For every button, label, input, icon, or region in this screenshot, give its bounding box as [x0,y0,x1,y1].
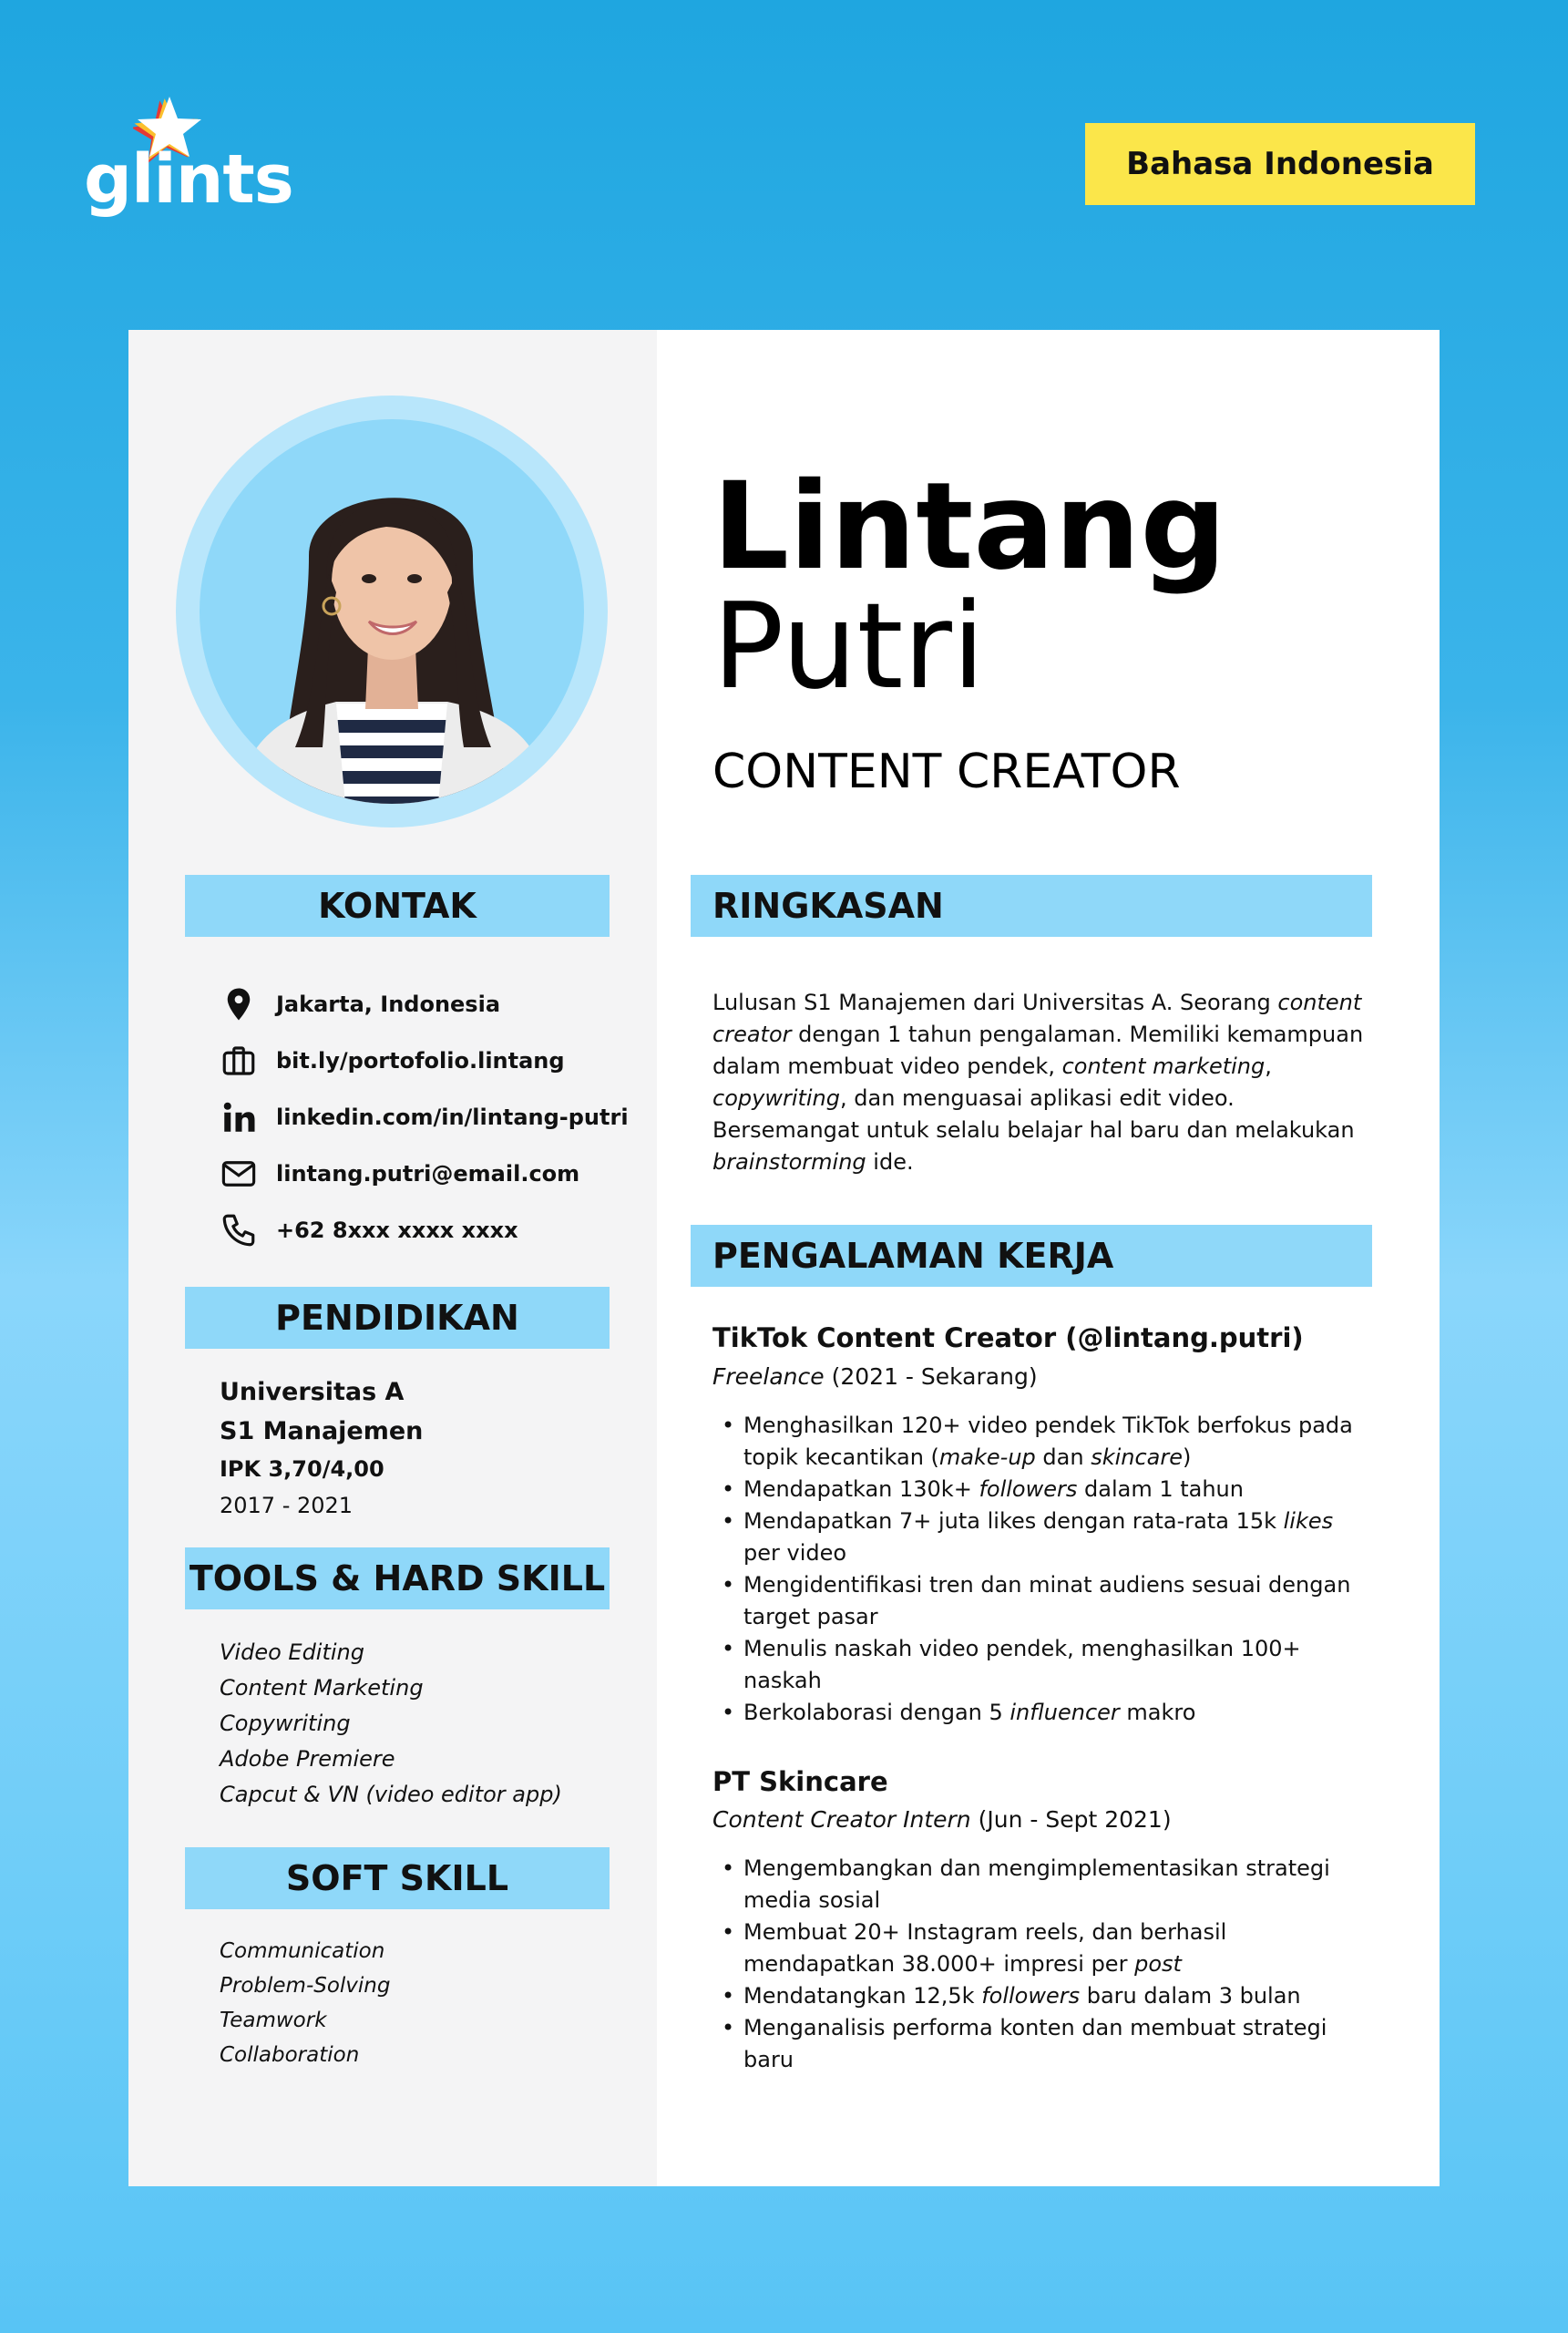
bullet-text: per video [743,1540,847,1566]
bullet-text: Membuat 20+ Instagram reels, dan berhasil mendapatkan 38.000+ impresi per [743,1919,1227,1977]
contact-phone[interactable] [220,1210,518,1250]
bullet-text: Menganalisis performa konten dan membuat strategi baru [743,2015,1327,2072]
soft-skill-heading: SOFT SKILL [185,1847,610,1909]
job-role: CONTENT CREATOR [712,745,1181,799]
last-name: Putri [712,577,986,715]
contact-linkedin[interactable] [220,1097,629,1137]
tool-item: Copywriting [220,1711,351,1736]
bullet-text: dalam 1 tahun [1077,1476,1244,1502]
job-2-bullets [712,1853,1368,2076]
bullet-text: baru dalam 3 bulan [1080,1983,1301,2009]
bullet-item [712,1633,1368,1697]
bullet-text: ) [1183,1444,1192,1470]
glints-logo [84,91,293,228]
contact-email[interactable] [220,1154,579,1194]
education-degree: S1 Manajemen [220,1417,424,1445]
contact-linkedin-text[interactable]: linkedin.com/in/lintang-putri [276,1105,629,1130]
education-gpa: IPK 3,70/4,00 [220,1456,384,1482]
bullet-text: Mendapatkan 130k+ [743,1476,979,1502]
tool-item: Capcut & VN (video editor app) [220,1782,562,1807]
bullet-text-em: make-up [938,1444,1036,1470]
bullet-text: Berkolaborasi dengan 5 [743,1700,1010,1725]
bullet-item [712,1980,1368,2012]
location-pin-icon [220,985,258,1023]
job-1-title: TikTok Content Creator (@lintang.putri) [712,1322,1304,1353]
linkedin-icon [220,1098,258,1136]
job-1-subtitle [712,1363,1038,1390]
contact-phone-text[interactable]: +62 8xxx xxxx xxxx [276,1218,518,1243]
summary-part: ide. [866,1149,914,1175]
mail-icon [220,1155,258,1193]
tool-item: Video Editing [220,1639,364,1665]
tools-heading: TOOLS & HARD SKILL [185,1547,610,1609]
bullet-text-em: influencer [1009,1700,1120,1725]
summary-text [712,987,1368,1178]
experience-heading: PENGALAMAN KERJA [691,1225,1372,1287]
person-illustration [200,419,584,804]
summary-part: , [1265,1053,1272,1079]
bullet-item [712,1697,1368,1729]
logo-text: glints [84,140,293,219]
soft-skill-item: Collaboration [220,2043,360,2067]
summary-part: , dan menguasai aplikasi edit video. Bersemangat untuk selalu belajar hal baru dan melakukan [712,1085,1355,1143]
bullet-text: dan [1035,1444,1091,1470]
bullet-text: Mendapatkan 7+ juta likes dengan rata-rata 15k [743,1508,1284,1534]
first-name: Lintang [712,457,1226,597]
job-2-title: PT Skincare [712,1766,888,1797]
bullet-text: Menulis naskah video pendek, menghasilkan 100+ naskah [743,1636,1301,1693]
bullet-item [712,1506,1368,1569]
job-2-subtitle [712,1806,1172,1833]
summary-part-em: content marketing [1061,1053,1266,1079]
bullet-text: Mendatangkan 12,5k [743,1983,982,2009]
contact-email-text[interactable]: lintang.putri@email.com [276,1161,580,1187]
soft-skill-item: Communication [220,1939,385,1963]
education-years: 2017 - 2021 [220,1493,354,1518]
bullet-text-em: likes [1283,1508,1334,1534]
bullet-text-em: skincare [1091,1444,1184,1470]
contact-location-text: Jakarta, Indonesia [276,992,501,1017]
bullet-item [712,1410,1368,1474]
education-heading: PENDIDIKAN [185,1287,610,1349]
phone-icon [220,1211,258,1249]
contact-location [220,984,500,1024]
job-2-type: Content Creator Intern [712,1806,971,1833]
job-1-period: (2021 - Sekarang) [824,1363,1038,1390]
job-2-period: (Jun - Sept 2021) [970,1806,1172,1833]
tool-item: Content Marketing [220,1675,424,1701]
summary-heading: RINGKASAN [691,875,1372,937]
bullet-text-em: followers [979,1476,1078,1502]
soft-skill-item: Teamwork [220,2009,327,2032]
bullet-item [712,2012,1368,2076]
profile-photo-frame [176,396,608,827]
bullet-text: Menghasilkan 120+ video pendek TikTok berfokus pada topik kecantikan ( [743,1413,1353,1470]
contact-portfolio-text[interactable]: bit.ly/portofolio.lintang [276,1048,565,1074]
tool-item: Adobe Premiere [220,1746,395,1772]
summary-part-em: brainstorming [712,1149,866,1175]
language-badge[interactable]: Bahasa Indonesia [1085,123,1475,205]
resume-sidebar [128,330,657,2186]
bullet-text-em: followers [981,1983,1081,2009]
bullet-item [712,1917,1368,1980]
resume-paper [128,330,1440,2186]
bullet-item [712,1569,1368,1633]
contact-heading: KONTAK [185,875,610,937]
job-1-type: Freelance [712,1363,825,1390]
bullet-item [712,1474,1368,1506]
education-school: Universitas A [220,1378,405,1406]
bullet-text: makro [1119,1700,1196,1725]
briefcase-icon [220,1042,258,1080]
bullet-item [712,1853,1368,1917]
summary-part: dengan 1 tahun pengalaman. Memiliki kemampuan dalam membuat video pendek, [712,1022,1364,1079]
profile-photo [200,419,584,804]
summary-part-em: copywriting [712,1085,841,1111]
summary-part-em: content creator [712,990,1362,1047]
summary-part: Lulusan S1 Manajemen dari Universitas A. Seorang [712,990,1278,1015]
bullet-text-em: post [1134,1951,1182,1977]
job-1-bullets [712,1410,1368,1729]
bullet-text: Mengidentifikasi tren dan minat audiens sesuai dengan target pasar [743,1572,1351,1629]
contact-portfolio[interactable] [220,1041,565,1081]
bullet-text: Mengembangkan dan mengimplementasikan strategi media sosial [743,1855,1330,1913]
soft-skill-item: Problem-Solving [220,1974,391,1998]
